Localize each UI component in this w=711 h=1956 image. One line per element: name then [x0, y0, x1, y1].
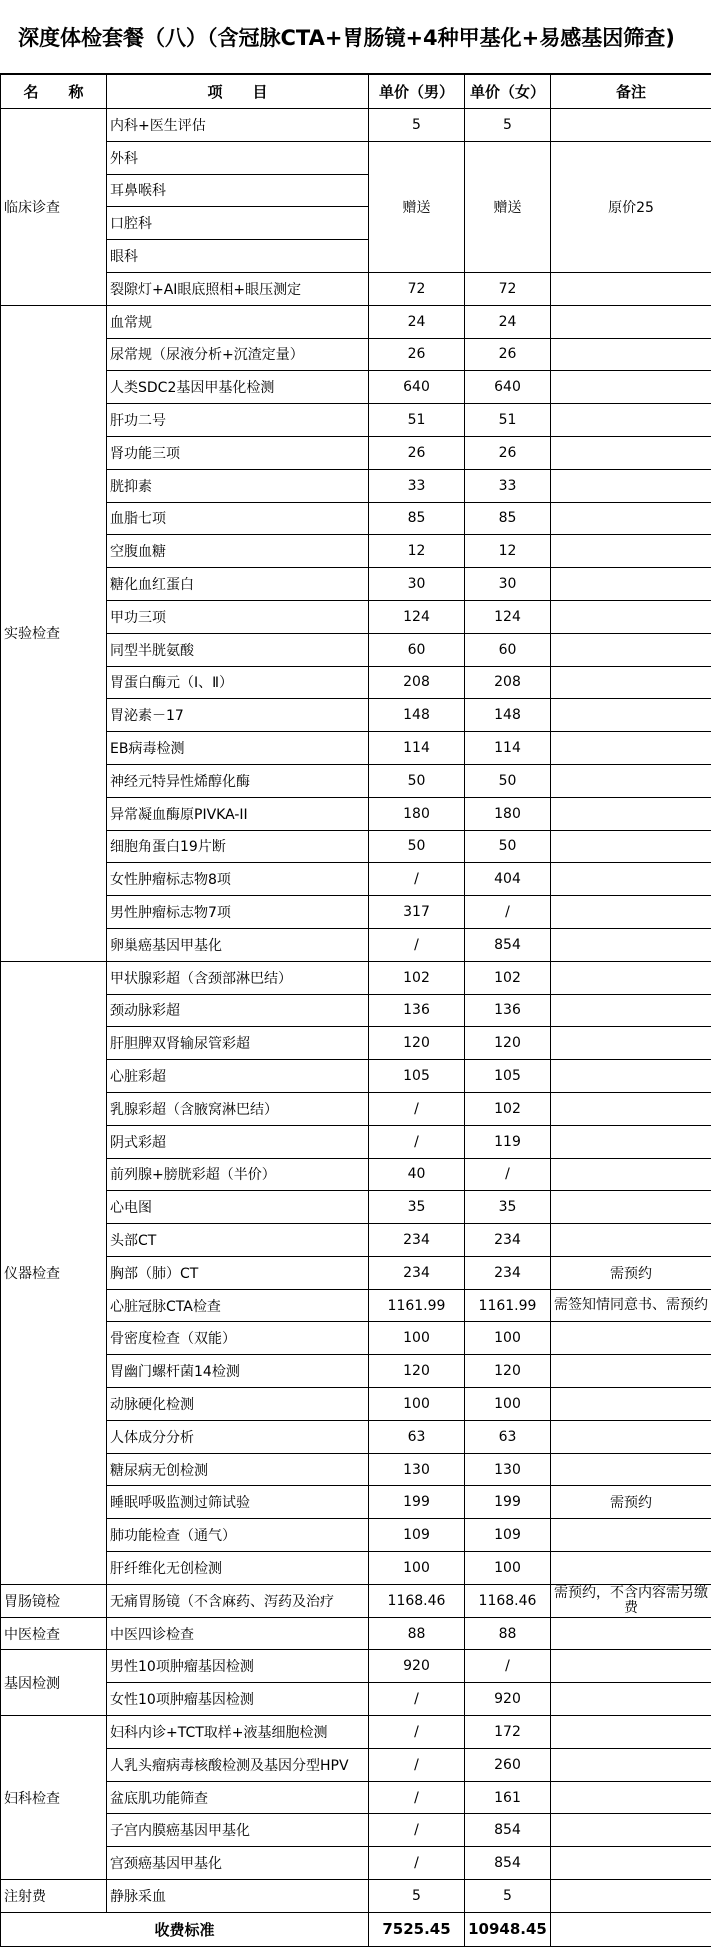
note-cell	[551, 404, 711, 437]
price-male: 26	[369, 436, 465, 469]
note-cell	[551, 1748, 711, 1781]
table-row	[1, 1748, 711, 1781]
note-cell	[551, 1388, 711, 1421]
item-name: 前列腺+膀胱彩超（半价）	[107, 1158, 369, 1191]
price-female: 50	[465, 764, 551, 797]
item-name: 肺功能检查（通气）	[107, 1519, 369, 1552]
price-female: 72	[465, 272, 551, 305]
price-male: 920	[369, 1650, 465, 1683]
price-male: 100	[369, 1388, 465, 1421]
table-row	[1, 1158, 711, 1191]
total-row	[1, 1912, 711, 1946]
item-name: 宫颈癌基因甲基化	[107, 1847, 369, 1880]
price-male: 130	[369, 1453, 465, 1486]
item-name: 外科	[107, 141, 369, 174]
note-cell	[551, 994, 711, 1027]
note-cell: 需预约，不含内容需另缴费	[551, 1584, 711, 1617]
table-row	[1, 1125, 711, 1158]
note-cell	[551, 1814, 711, 1847]
item-name: 肝功二号	[107, 404, 369, 437]
price-female: 161	[465, 1781, 551, 1814]
price-male: 26	[369, 338, 465, 371]
price-female: 109	[465, 1519, 551, 1552]
item-name: 同型半胱氨酸	[107, 633, 369, 666]
price-female: 30	[465, 568, 551, 601]
price-female: 130	[465, 1453, 551, 1486]
category-cell: 注射费	[1, 1880, 107, 1913]
price-female: 33	[465, 469, 551, 502]
total-male: 7525.45	[369, 1912, 465, 1946]
item-name: EB病毒检测	[107, 732, 369, 765]
note-cell	[551, 568, 711, 601]
note-cell	[551, 272, 711, 305]
price-female: 260	[465, 1748, 551, 1781]
price-male: 5	[369, 109, 465, 142]
note-cell	[551, 1125, 711, 1158]
item-name: 甲状腺彩超（含颈部淋巴结）	[107, 961, 369, 994]
table-row	[1, 830, 711, 863]
item-name: 妇科内诊+TCT取样+液基细胞检测	[107, 1716, 369, 1749]
price-male: 88	[369, 1617, 465, 1650]
price-female: 100	[465, 1388, 551, 1421]
header-price-male: 单价（男）	[369, 75, 465, 109]
price-female: 88	[465, 1617, 551, 1650]
table-row	[1, 1519, 711, 1552]
price-female: 854	[465, 928, 551, 961]
total-note	[551, 1912, 711, 1946]
price-female: 920	[465, 1683, 551, 1716]
note-cell	[551, 699, 711, 732]
table-row	[1, 1453, 711, 1486]
price-male: /	[369, 1683, 465, 1716]
total-female: 10948.45	[465, 1912, 551, 1946]
item-name: 胸部（肺）CT	[107, 1256, 369, 1289]
price-male: 100	[369, 1322, 465, 1355]
table-row	[1, 1617, 711, 1650]
table-row	[1, 1224, 711, 1257]
price-female: 120	[465, 1027, 551, 1060]
item-name: 胃幽门螺杆菌14检测	[107, 1355, 369, 1388]
price-female: 35	[465, 1191, 551, 1224]
table-row	[1, 1814, 711, 1847]
note-cell	[551, 1552, 711, 1585]
note-cell	[551, 1781, 711, 1814]
table-row	[1, 404, 711, 437]
price-male: 5	[369, 1880, 465, 1913]
price-female: 12	[465, 535, 551, 568]
note-cell	[551, 1650, 711, 1683]
price-male: /	[369, 1092, 465, 1125]
price-female: 124	[465, 600, 551, 633]
category-cell: 基因检测	[1, 1650, 107, 1716]
note-cell	[551, 666, 711, 699]
price-male: 12	[369, 535, 465, 568]
price-male: 60	[369, 633, 465, 666]
note-cell	[551, 1420, 711, 1453]
price-male: /	[369, 1814, 465, 1847]
note-cell	[551, 436, 711, 469]
item-name: 胃蛋白酶元（Ⅰ、Ⅱ）	[107, 666, 369, 699]
item-name: 神经元特异性烯醇化酶	[107, 764, 369, 797]
note-cell	[551, 928, 711, 961]
table-row	[1, 535, 711, 568]
table-row	[1, 699, 711, 732]
price-female: 5	[465, 1880, 551, 1913]
price-male: 40	[369, 1158, 465, 1191]
price-male: 180	[369, 797, 465, 830]
table-row	[1, 1880, 711, 1913]
price-male: 50	[369, 830, 465, 863]
item-name: 肝胆脾双肾输尿管彩超	[107, 1027, 369, 1060]
price-female: 50	[465, 830, 551, 863]
price-male: /	[369, 1125, 465, 1158]
header-price-female: 单价（女）	[465, 75, 551, 109]
gift-female: 赠送	[465, 141, 551, 272]
table-row	[1, 1289, 711, 1322]
price-male: 51	[369, 404, 465, 437]
price-male: 85	[369, 502, 465, 535]
price-male: 136	[369, 994, 465, 1027]
price-female: 120	[465, 1355, 551, 1388]
table-row	[1, 1060, 711, 1093]
total-label: 收费标准	[1, 1912, 369, 1946]
category-cell: 胃肠镜检	[1, 1584, 107, 1617]
note-cell: 需签知情同意书、需预约	[551, 1289, 711, 1322]
price-male: /	[369, 1748, 465, 1781]
note-cell	[551, 896, 711, 929]
table-row	[1, 1683, 711, 1716]
item-name: 骨密度检查（双能）	[107, 1322, 369, 1355]
price-male: /	[369, 1847, 465, 1880]
table-row	[1, 1781, 711, 1814]
item-name: 口腔科	[107, 207, 369, 240]
price-female: 26	[465, 436, 551, 469]
note-cell	[551, 600, 711, 633]
item-name: 男性10项肿瘤基因检测	[107, 1650, 369, 1683]
price-female: 208	[465, 666, 551, 699]
price-female: 172	[465, 1716, 551, 1749]
note-cell	[551, 1880, 711, 1913]
note-cell	[551, 1617, 711, 1650]
note-cell	[551, 1453, 711, 1486]
price-female: 148	[465, 699, 551, 732]
price-male: 148	[369, 699, 465, 732]
price-male: 33	[369, 469, 465, 502]
item-name: 尿常规（尿液分析+沉渣定量）	[107, 338, 369, 371]
price-female: 234	[465, 1256, 551, 1289]
gift-note: 原价25	[551, 141, 711, 272]
price-male: 63	[369, 1420, 465, 1453]
note-cell	[551, 1158, 711, 1191]
item-name: 眼科	[107, 240, 369, 273]
table-row	[1, 1322, 711, 1355]
table-row	[1, 797, 711, 830]
item-name: 乳腺彩超（含腋窝淋巴结）	[107, 1092, 369, 1125]
table-row	[1, 633, 711, 666]
item-name: 动脉硬化检测	[107, 1388, 369, 1421]
price-female: 136	[465, 994, 551, 1027]
price-male: 35	[369, 1191, 465, 1224]
item-name: 卵巢癌基因甲基化	[107, 928, 369, 961]
table-row	[1, 1092, 711, 1125]
item-name: 男性肿瘤标志物7项	[107, 896, 369, 929]
item-name: 内科+医生评估	[107, 109, 369, 142]
table-row	[1, 1388, 711, 1421]
item-name: 盆底肌功能筛查	[107, 1781, 369, 1814]
table-row	[1, 568, 711, 601]
price-male: 1168.46	[369, 1584, 465, 1617]
item-name: 心脏冠脉CTA检查	[107, 1289, 369, 1322]
item-name: 人体成分分析	[107, 1420, 369, 1453]
note-cell	[551, 502, 711, 535]
gift-male: 赠送	[369, 141, 465, 272]
price-female: 1161.99	[465, 1289, 551, 1322]
price-female: 5	[465, 109, 551, 142]
header-row	[1, 75, 711, 109]
price-female: 854	[465, 1847, 551, 1880]
price-male: 640	[369, 371, 465, 404]
item-name: 甲功三项	[107, 600, 369, 633]
note-cell: 需预约	[551, 1486, 711, 1519]
table-row	[1, 109, 711, 142]
price-female: 105	[465, 1060, 551, 1093]
price-male: 109	[369, 1519, 465, 1552]
note-cell	[551, 633, 711, 666]
table-row	[1, 1355, 711, 1388]
item-name: 阴式彩超	[107, 1125, 369, 1158]
price-female: 234	[465, 1224, 551, 1257]
price-male: 120	[369, 1027, 465, 1060]
category-cell: 妇科检查	[1, 1716, 107, 1880]
price-female: 60	[465, 633, 551, 666]
price-male: 100	[369, 1552, 465, 1585]
note-cell	[551, 469, 711, 502]
price-male: /	[369, 1781, 465, 1814]
table-row	[1, 1420, 711, 1453]
price-female: 114	[465, 732, 551, 765]
item-name: 心电图	[107, 1191, 369, 1224]
item-name: 子宫内膜癌基因甲基化	[107, 1814, 369, 1847]
item-name: 血脂七项	[107, 502, 369, 535]
table-row	[1, 371, 711, 404]
table-row	[1, 600, 711, 633]
item-name: 胱抑素	[107, 469, 369, 502]
header-note: 备注	[551, 75, 711, 109]
table-row	[1, 764, 711, 797]
price-female: 85	[465, 502, 551, 535]
price-female: 1168.46	[465, 1584, 551, 1617]
price-male: 234	[369, 1256, 465, 1289]
price-table	[0, 74, 711, 1947]
price-female: 102	[465, 961, 551, 994]
note-cell	[551, 109, 711, 142]
table-row	[1, 1486, 711, 1519]
price-male: 317	[369, 896, 465, 929]
price-male: 234	[369, 1224, 465, 1257]
category-cell: 临床诊查	[1, 109, 107, 306]
item-name: 人类SDC2基因甲基化检测	[107, 371, 369, 404]
note-cell	[551, 1027, 711, 1060]
item-name: 血常规	[107, 305, 369, 338]
item-name: 异常凝血酶原PIVKA-II	[107, 797, 369, 830]
note-cell	[551, 1716, 711, 1749]
price-male: 199	[369, 1486, 465, 1519]
table-row	[1, 732, 711, 765]
item-name: 人乳头瘤病毒核酸检测及基因分型HPV	[107, 1748, 369, 1781]
price-female: /	[465, 896, 551, 929]
table-row	[1, 1650, 711, 1683]
page-title: 深度体检套餐（八）（含冠脉CTA+胃肠镜+4种甲基化+易感基因筛查)	[0, 0, 711, 74]
note-cell	[551, 797, 711, 830]
price-male: 124	[369, 600, 465, 633]
note-cell	[551, 1355, 711, 1388]
item-name: 糖尿病无创检测	[107, 1453, 369, 1486]
category-cell: 中医检查	[1, 1617, 107, 1650]
category-cell: 仪器检查	[1, 961, 107, 1584]
price-female: 640	[465, 371, 551, 404]
price-female: 102	[465, 1092, 551, 1125]
price-male: 24	[369, 305, 465, 338]
price-female: 63	[465, 1420, 551, 1453]
item-name: 糖化血红蛋白	[107, 568, 369, 601]
table-row	[1, 896, 711, 929]
note-cell	[551, 1092, 711, 1125]
table-row	[1, 666, 711, 699]
note-cell	[551, 764, 711, 797]
table-row	[1, 1847, 711, 1880]
item-name: 肝纤维化无创检测	[107, 1552, 369, 1585]
price-female: 119	[465, 1125, 551, 1158]
item-name: 无痛胃肠镜（不含麻药、泻药及治疗	[107, 1584, 369, 1617]
item-name: 中医四诊检查	[107, 1617, 369, 1650]
price-male: 114	[369, 732, 465, 765]
table-row	[1, 1716, 711, 1749]
price-female: 180	[465, 797, 551, 830]
price-female: 51	[465, 404, 551, 437]
price-female: 854	[465, 1814, 551, 1847]
price-male: 72	[369, 272, 465, 305]
header-item: 项 目	[107, 75, 369, 109]
category-cell: 实验检查	[1, 305, 107, 961]
price-male: 50	[369, 764, 465, 797]
item-name: 耳鼻喉科	[107, 174, 369, 207]
price-female: 26	[465, 338, 551, 371]
price-female: 100	[465, 1552, 551, 1585]
table-row	[1, 469, 711, 502]
price-male: 120	[369, 1355, 465, 1388]
price-female: /	[465, 1650, 551, 1683]
item-name: 静脉采血	[107, 1880, 369, 1913]
note-cell	[551, 1683, 711, 1716]
table-row	[1, 1027, 711, 1060]
price-female: 404	[465, 863, 551, 896]
price-male: /	[369, 863, 465, 896]
price-female: 24	[465, 305, 551, 338]
item-name: 心脏彩超	[107, 1060, 369, 1093]
price-male: 208	[369, 666, 465, 699]
item-name: 细胞角蛋白19片断	[107, 830, 369, 863]
item-name: 女性10项肿瘤基因检测	[107, 1683, 369, 1716]
table-row	[1, 502, 711, 535]
note-cell	[551, 961, 711, 994]
note-cell: 需预约	[551, 1256, 711, 1289]
item-name: 颈动脉彩超	[107, 994, 369, 1027]
table-row	[1, 272, 711, 305]
price-male: /	[369, 928, 465, 961]
price-male: 30	[369, 568, 465, 601]
table-row	[1, 961, 711, 994]
table-row	[1, 1191, 711, 1224]
item-name: 女性肿瘤标志物8项	[107, 863, 369, 896]
price-male: /	[369, 1716, 465, 1749]
table-row	[1, 928, 711, 961]
table-row	[1, 1256, 711, 1289]
table-row	[1, 436, 711, 469]
price-female: 100	[465, 1322, 551, 1355]
note-cell	[551, 1519, 711, 1552]
table-row	[1, 1584, 711, 1617]
item-name: 头部CT	[107, 1224, 369, 1257]
note-cell	[551, 1322, 711, 1355]
price-male: 1161.99	[369, 1289, 465, 1322]
table-row	[1, 338, 711, 371]
item-name: 胃泌素－17	[107, 699, 369, 732]
note-cell	[551, 1224, 711, 1257]
note-cell	[551, 1191, 711, 1224]
note-cell	[551, 305, 711, 338]
item-name: 肾功能三项	[107, 436, 369, 469]
table-row	[1, 305, 711, 338]
note-cell	[551, 863, 711, 896]
note-cell	[551, 732, 711, 765]
price-male: 105	[369, 1060, 465, 1093]
note-cell	[551, 830, 711, 863]
table-row	[1, 141, 711, 174]
table-row	[1, 994, 711, 1027]
item-name: 空腹血糖	[107, 535, 369, 568]
item-name: 裂隙灯+AI眼底照相+眼压测定	[107, 272, 369, 305]
price-female: 199	[465, 1486, 551, 1519]
price-male: 102	[369, 961, 465, 994]
header-name: 名 称	[1, 75, 107, 109]
note-cell	[551, 371, 711, 404]
note-cell	[551, 1060, 711, 1093]
note-cell	[551, 535, 711, 568]
table-row	[1, 1552, 711, 1585]
item-name: 睡眠呼吸监测过筛试验	[107, 1486, 369, 1519]
note-cell	[551, 1847, 711, 1880]
table-row	[1, 863, 711, 896]
note-cell	[551, 338, 711, 371]
price-female: /	[465, 1158, 551, 1191]
